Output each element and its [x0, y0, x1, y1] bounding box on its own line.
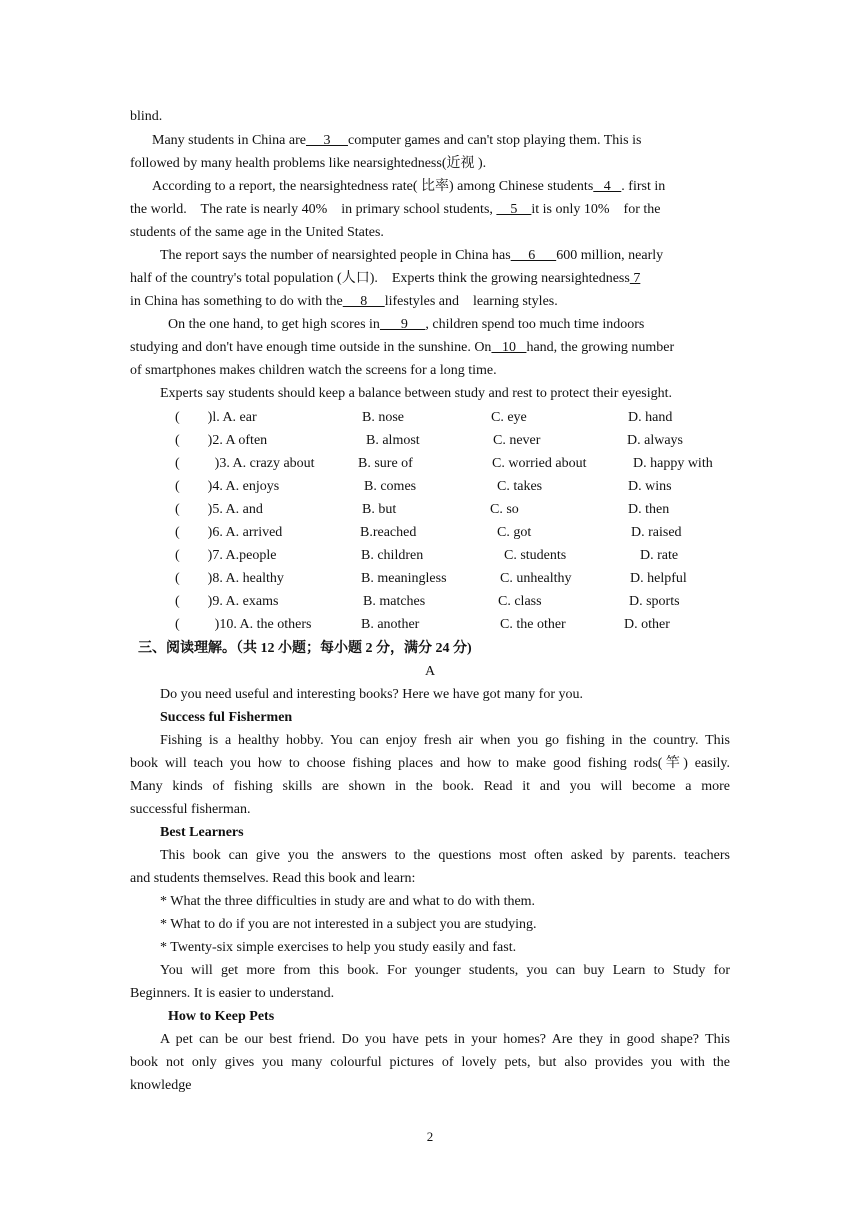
text-line: Fishing is a healthy hobby. You can enjoy fresh air when you go fishing in the country. This — [160, 733, 730, 748]
text-line: book will teach you how to choose fishing places and how to make good fishing rods(竿) easily. — [130, 756, 730, 771]
paragraph-line: On the one hand, to get high scores in 9 , children spend too much time indoors — [168, 317, 645, 332]
blank-4: 4 — [593, 179, 622, 194]
blank-10: 10 — [491, 340, 527, 355]
text-line: Do you need useful and interesting books? Here we have got many for you. — [160, 687, 583, 702]
blank-6: 6 — [510, 248, 557, 263]
bullet-item: * Twenty-six simple exercises to help you study easily and fast. — [160, 940, 517, 955]
text-line: blind. — [130, 109, 163, 124]
blank-5: 5 — [496, 202, 532, 217]
book-title: How to Keep Pets — [168, 1009, 275, 1024]
blank-8: 8 — [342, 294, 385, 309]
bullet-item: * What the three difficulties in study are and what to do with them. — [160, 894, 536, 909]
question-7: ( )7. A.people B. children C. students D. rate — [175, 548, 679, 563]
page-number: 2 — [426, 1129, 434, 1144]
question-6: ( )6. A. arrived B.reached C. got D. raised — [175, 525, 682, 540]
question-2: ( )2. A often B. almost C. never D. always — [175, 433, 683, 448]
blank-3: 3 — [305, 133, 348, 148]
paragraph-line: in China has something to do with the 8 lifestyles and learning styles. — [130, 294, 558, 309]
paragraph-line: studying and don't have enough time outside in the sunshine. On 10 hand, the growing number — [130, 340, 675, 355]
question-4: ( )4. A. enjoys B. comes C. takes D. wins — [175, 479, 672, 494]
text-line: of smartphones makes children watch the screens for a long time. — [130, 363, 497, 378]
part-letter: A — [424, 664, 436, 679]
question-1: ( )l. A. ear B. nose C. eye D. hand — [175, 410, 673, 425]
paragraph-line: the world. The rate is nearly 40% in primary school students, 5 it is only 10% for the — [130, 202, 661, 217]
paragraph-line: Many students in China are 3 computer games and can't stop playing them. This is — [152, 133, 642, 148]
book-title: Best Learners — [160, 825, 244, 840]
question-9: ( )9. A. exams B. matches C. class D. sports — [175, 594, 680, 609]
text-line: followed by many health problems like nearsightedness(近视 ). — [130, 156, 487, 171]
text-line: Many kinds of fishing skills are shown in the book. Read it and you will become a more — [130, 779, 730, 794]
text-line: and students themselves. Read this book and learn: — [130, 871, 416, 886]
question-10: ( )10. A. the others B. another C. the other D. other — [175, 617, 670, 632]
blank-7: 7 — [629, 271, 641, 286]
text-line: students of the same age in the United States. — [130, 225, 384, 240]
text-line: This book can give you the answers to the questions most often asked by parents. teachers — [160, 848, 730, 863]
text-line: Beginners. It is easier to understand. — [130, 986, 335, 1001]
text-line: book not only gives you many colourful pictures of lovely pets, but also provides you with the — [130, 1055, 730, 1070]
text-line: A pet can be our best friend. Do you have pets in your homes? Are they in good shape? This — [160, 1032, 730, 1047]
question-3: ( )3. A. crazy about B. sure of C. worried about D. happy with — [175, 456, 713, 471]
text-line: knowledge — [130, 1078, 192, 1093]
book-title: Success ful Fishermen — [160, 710, 293, 725]
paragraph-line: half of the country's total population (人口). Experts think the growing nearsightedness 7 — [130, 271, 641, 286]
blank-9: 9 — [379, 317, 426, 332]
question-8: ( )8. A. healthy B. meaningless C. unhealthy D. helpful — [175, 571, 687, 586]
paragraph-line: The report says the number of nearsighted people in China has 6 600 million, nearly — [160, 248, 664, 263]
text-line: You will get more from this book. For younger students, you can buy Learn to Study for — [160, 963, 730, 978]
text-line: Experts say students should keep a balance between study and rest to protect their eyesight. — [160, 386, 673, 401]
section-heading: 三、阅读理解。（共 12 小题；每小题 2 分，满分 24 分) — [138, 641, 472, 656]
question-5: ( )5. A. and B. but C. so D. then — [175, 502, 670, 517]
text-line: successful fisherman. — [130, 802, 251, 817]
bullet-item: * What to do if you are not interested in a subject you are studying. — [160, 917, 537, 932]
paragraph-line: According to a report, the nearsightedness rate( 比率) among Chinese students 4 . first in — [152, 179, 666, 194]
